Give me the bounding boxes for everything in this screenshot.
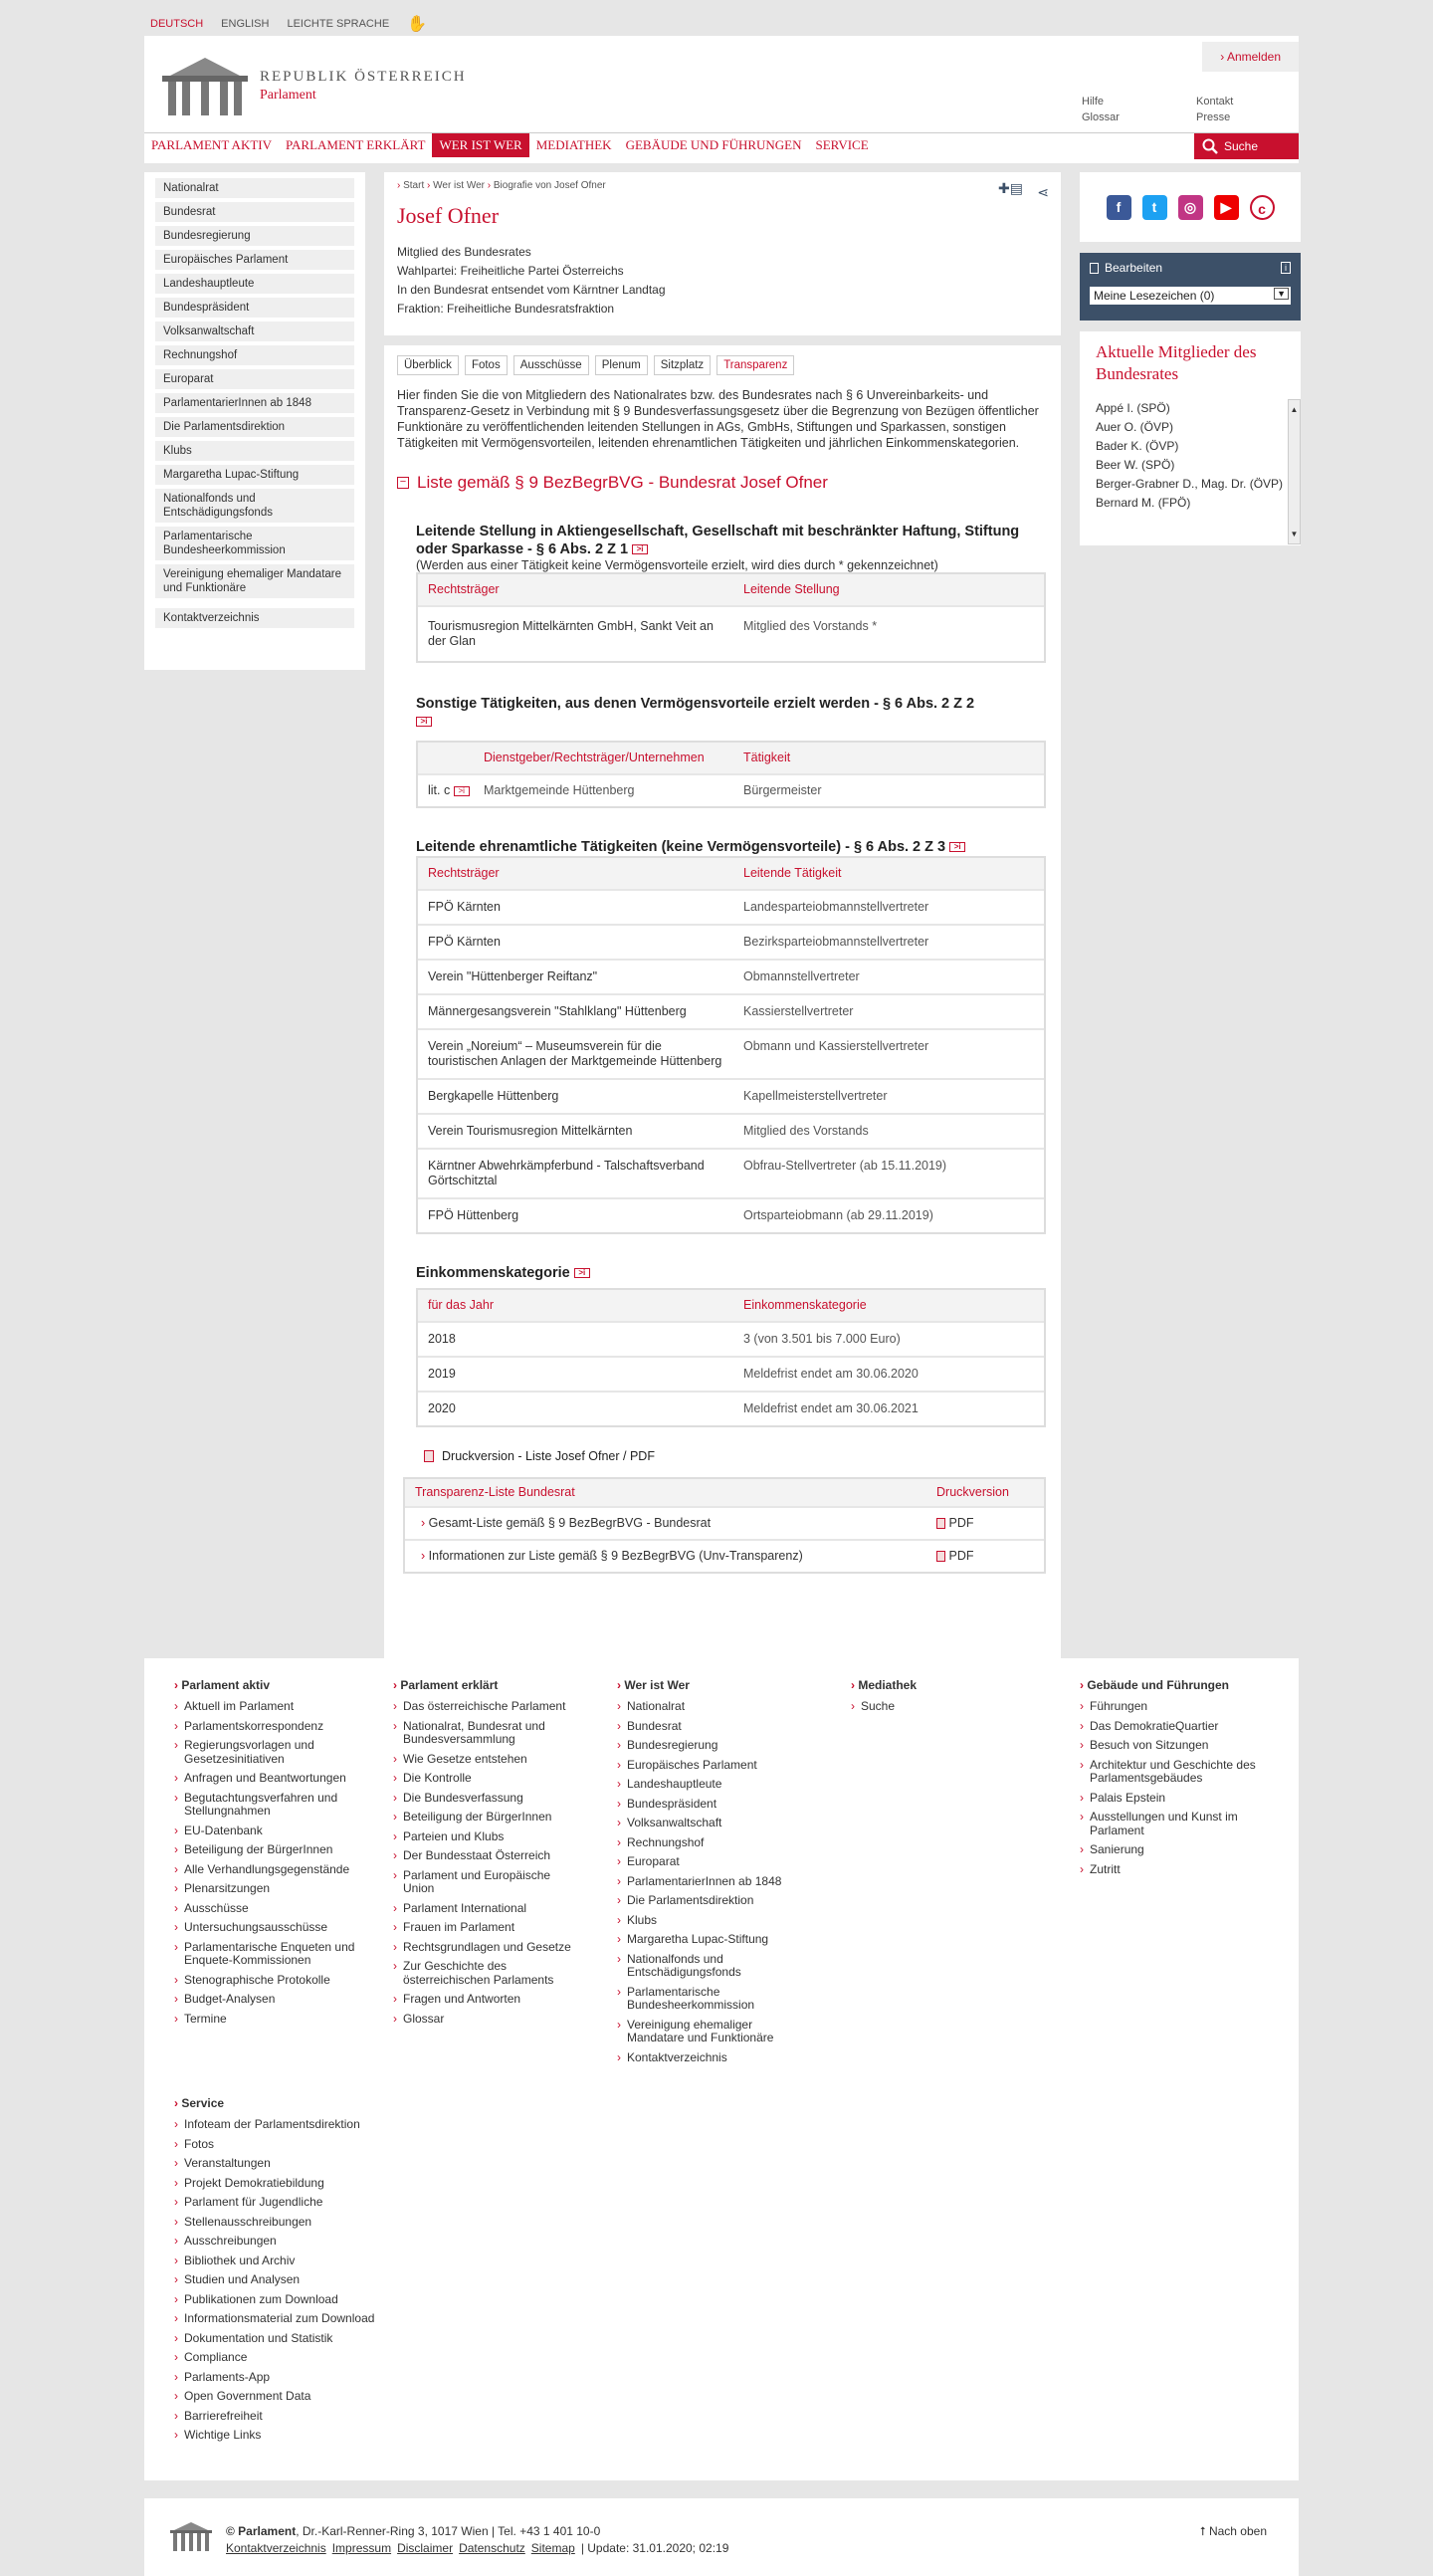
person-sent-by: In den Bundesrat entsendet vom Kärntner Landtag	[397, 283, 666, 297]
table-header: Rechtsträger Leitende Tätigkeit	[418, 858, 1044, 889]
footer-link[interactable]: › Die Parlamentsdirektion	[617, 1894, 796, 1908]
footer-link[interactable]: › Glossar	[393, 2013, 572, 2027]
nav-parlament-aktiv[interactable]: PARLAMENT AKTIV	[151, 136, 272, 152]
footer-link[interactable]: › Sanierung	[1080, 1843, 1279, 1857]
update-date: | Update: 31.01.2020; 02:19	[580, 2541, 729, 2555]
table-row: FPÖ Kärnten Bezirksparteiobmannstellvertreter	[418, 924, 1044, 959]
link-sitemap[interactable]: Sitemap	[530, 2541, 575, 2555]
footer-link[interactable]: › Führungen	[1080, 1700, 1279, 1714]
footer-link[interactable]: › Termine	[174, 2013, 373, 2027]
table-row: 2018 3 (von 3.501 bis 7.000 Euro)	[418, 1321, 1044, 1356]
pdf-link[interactable]: PDF	[948, 1549, 974, 1563]
person-faction: Fraktion: Freiheitliche Bundesratsfraktion	[397, 302, 615, 316]
bookmarks-select[interactable]: Meine Lesezeichen (0) ▼	[1090, 287, 1291, 305]
footer-col-wer-ist-wer	[617, 1678, 796, 2070]
table-row: 2019 Meldefrist endet am 30.06.2020	[418, 1356, 1044, 1391]
lang-leichte-sprache[interactable]: LEICHTE SPRACHE	[287, 18, 390, 30]
search-icon	[1202, 138, 1218, 154]
sidebar-item-parlamentarier[interactable]: ParlamentarierInnen ab 1848	[155, 393, 354, 413]
sidebar-item-eu-parlament[interactable]: Europäisches Parlament	[155, 250, 354, 270]
info-icon[interactable]: >i	[949, 842, 965, 852]
footer-link[interactable]: › Parlaments-App	[174, 2371, 433, 2385]
table-row: Tourismusregion Mittelkärnten GmbH, Sankt Veit an der Glan Mitglied des Vorstands *	[418, 605, 1044, 661]
footer-link[interactable]: › Parlamentskorrespondenz	[174, 1720, 373, 1734]
sidebar-item-nationalrat[interactable]: Nationalrat	[155, 178, 354, 198]
sidebar-item-europarat[interactable]: Europarat	[155, 369, 354, 389]
footer-link[interactable]: › Nationalrat	[617, 1700, 796, 1714]
footer-link[interactable]: › Compliance	[174, 2351, 433, 2365]
footer-link[interactable]: › Suche	[851, 1700, 1030, 1714]
footer-link[interactable]: › Europäisches Parlament	[617, 1759, 796, 1773]
transparency-section	[384, 345, 1061, 1793]
table-row: Kärntner Abwehrkämpferbund - Talschaftsverband Görtschitztal Obfrau-Stellvertreter (ab 15.11.2019)	[418, 1148, 1044, 1197]
footer-link[interactable]: › Rechtsgrundlagen und Gesetze	[393, 1941, 572, 1955]
nav-mediathek[interactable]: MEDIATHEK	[535, 136, 612, 152]
info-icon[interactable]: >i	[632, 544, 648, 554]
footer-link[interactable]: › ParlamentarierInnen ab 1848	[617, 1875, 796, 1889]
chevron-right-icon: ›	[1080, 1678, 1088, 1692]
footer-link[interactable]: › Wichtige Links	[174, 2429, 433, 2443]
footer-link[interactable]: › Das DemokratieQuartier	[1080, 1720, 1279, 1734]
sidebar-item-nationalfonds[interactable]: Nationalfonds und Entschädigungsfonds	[155, 489, 354, 523]
sidebar-item-parlamentsdirektion[interactable]: Die Parlamentsdirektion	[155, 417, 354, 437]
chevron-down-icon: ▼	[1274, 288, 1289, 300]
help-link[interactable]: Hilfe	[1082, 96, 1105, 107]
footer-link[interactable]: › Alle Verhandlungsgegenstände	[174, 1863, 373, 1877]
footer-link[interactable]: › Nationalfonds und Entschädigungsfonds	[617, 1953, 796, 1980]
sidebar-item-landeshauptleute[interactable]: Landeshauptleute	[155, 274, 354, 294]
footer-link[interactable]: › Frauen im Parlament	[393, 1921, 572, 1935]
breadcrumb: › Start › Wer ist Wer › Biografie von Josef Ofner	[397, 180, 606, 191]
footer-link[interactable]: › Anfragen und Beantwortungen	[174, 1772, 373, 1786]
ehrenamtliche-table	[416, 856, 1046, 1234]
search-button[interactable]	[1194, 133, 1299, 159]
table-header: für das Jahr Einkommenskategorie	[418, 1290, 1044, 1321]
youtube-icon[interactable]: ▶	[1214, 195, 1239, 220]
nav-gebaeude[interactable]: GEBÄUDE UND FÜHRUNGEN	[625, 136, 802, 152]
main-content	[384, 172, 1061, 1793]
footer-link[interactable]: › Palais Epstein	[1080, 1792, 1279, 1806]
flickr-icon[interactable]: c	[1250, 195, 1275, 220]
social-links	[1080, 172, 1301, 242]
help-links	[1082, 94, 1120, 125]
nav-wer-ist-wer[interactable]: WER IST WER	[432, 133, 528, 157]
footer-link[interactable]: › Stenographische Protokolle	[174, 1974, 373, 1988]
tab-bar	[397, 355, 1048, 375]
footer-col-mediathek	[851, 1678, 1030, 1720]
section-header[interactable]	[397, 473, 1048, 493]
leitende-stellung-note: (Werden aus einer Tätigkeit keine Vermögensvorteile erzielt, wird dies durch * gekennzeichnet)	[416, 558, 938, 572]
link-kontaktverzeichnis[interactable]: Kontaktverzeichnis	[226, 2541, 326, 2555]
footer-link[interactable]: › Klubs	[617, 1914, 796, 1928]
share-icon[interactable]: ⋖	[1037, 184, 1049, 200]
list-item[interactable]: Auer O. (ÖVP)	[1096, 420, 1174, 434]
footer-link[interactable]: › Bibliothek und Archiv	[174, 2254, 433, 2268]
footer-link[interactable]: › Die Kontrolle	[393, 1772, 572, 1786]
sidebar-item-bundesregierung[interactable]: Bundesregierung	[155, 226, 354, 246]
table-row: FPÖ Kärnten Landesparteiobmannstellvertreter	[418, 889, 1044, 924]
sidebar-item-bundespraesident[interactable]: Bundespräsident	[155, 298, 354, 318]
info-icon[interactable]: >i	[416, 717, 432, 727]
table-header: Dienstgeber/Rechtsträger/Unternehmen Tätigkeit	[418, 743, 1044, 773]
lang-deutsch[interactable]: DEUTSCH	[150, 18, 204, 30]
einkommen-table	[416, 1288, 1046, 1427]
list-item[interactable]: Bernard M. (FPÖ)	[1096, 496, 1191, 510]
footer-link[interactable]: › Bundespräsident	[617, 1798, 796, 1812]
footer-link[interactable]: › Parteien und Klubs	[393, 1830, 572, 1844]
logo-title: REPUBLIK ÖSTERREICH	[260, 68, 467, 85]
tab-transparenz[interactable]: Transparenz	[716, 355, 794, 375]
lang-english[interactable]: ENGLISH	[221, 18, 270, 30]
page-title: Josef Ofner	[397, 203, 500, 228]
pdf-link[interactable]: PDF	[948, 1516, 974, 1530]
footer-link[interactable]: › Barrierefreiheit	[174, 2410, 433, 2424]
bottom-links	[226, 2541, 728, 2555]
nav-service[interactable]: SERVICE	[815, 136, 869, 152]
footer-link[interactable]: › Projekt Demokratiebildung	[174, 2177, 433, 2191]
person-header	[384, 172, 1061, 335]
footer-link[interactable]: › Parlament International	[393, 1902, 572, 1916]
footer-link[interactable]: › Untersuchungsausschüsse	[174, 1921, 373, 1935]
info-icon[interactable]: >i	[454, 786, 470, 796]
footer-heading[interactable]: › Mediathek	[851, 1678, 918, 1692]
sidebar-item-klubs[interactable]: Klubs	[155, 441, 354, 461]
scrollbar[interactable]: ▲ ▼	[1288, 399, 1301, 544]
login-label: Anmelden	[1226, 50, 1281, 64]
breadcrumb-start[interactable]: Start	[403, 180, 425, 191]
sidebar-item-lupac-stiftung[interactable]: Margaretha Lupac-Stiftung	[155, 465, 354, 485]
collapse-icon[interactable]: −	[397, 477, 409, 489]
sign-language-icon[interactable]: ✋	[407, 16, 428, 33]
edit-icon	[1090, 263, 1099, 274]
person-details	[397, 243, 1048, 319]
table-row: Verein „Noreium“ – Museumsverein für die touristischen Anlagen der Marktgemeinde Hüttenberg Obmann und Kassierstellvertreter	[418, 1028, 1044, 1078]
person-role: Mitglied des Bundesrates	[397, 245, 531, 259]
footer-link[interactable]: › Ausstellungen und Kunst im Parlament	[1080, 1811, 1279, 1837]
list-item[interactable]: Appé I. (SPÖ)	[1096, 401, 1170, 415]
footer-link[interactable]: › Volksanwaltschaft	[617, 1817, 796, 1830]
footer-link[interactable]: › Nationalrat, Bundesrat und Bundesversammlung	[393, 1720, 572, 1747]
footer-link[interactable]: › EU-Datenbank	[174, 1825, 373, 1838]
edit-label: Bearbeiten	[1105, 261, 1163, 275]
pdf-icon	[936, 1551, 945, 1562]
footer-link[interactable]: › Besuch von Sitzungen	[1080, 1739, 1279, 1753]
sonstige-taetigkeiten-table	[416, 741, 1046, 808]
footer-link[interactable]: › Rechnungshof	[617, 1836, 796, 1850]
link-datenschutz[interactable]: Datenschutz	[459, 2541, 525, 2555]
footer-link[interactable]: › Architektur und Geschichte des Parlamentsgebäudes	[1080, 1759, 1279, 1786]
footer-link[interactable]: › Veranstaltungen	[174, 2157, 433, 2171]
table-row: 2020 Meldefrist endet am 30.06.2021	[418, 1391, 1044, 1425]
footer-heading[interactable]: › Gebäude und Führungen	[1080, 1678, 1230, 1692]
search-label: Suche	[1224, 139, 1259, 153]
sidebar-item-volksanwaltschaft[interactable]: Volksanwaltschaft	[155, 322, 354, 341]
footer-link[interactable]: › Open Government Data	[174, 2390, 433, 2404]
glossary-link[interactable]: Glossar	[1082, 111, 1120, 123]
info-icon[interactable]: i	[1281, 262, 1291, 274]
footer-link[interactable]: › Budget-Analysen	[174, 1993, 373, 2007]
sidebar-item-bundesrat[interactable]: Bundesrat	[155, 202, 354, 222]
facebook-icon[interactable]: f	[1107, 195, 1131, 220]
transparenz-liste-table	[403, 1477, 1046, 1574]
einkommen-block	[416, 1264, 1046, 1427]
table-row[interactable]: › Informationen zur Liste gemäß § 9 BezBegrBVG (Unv-Transparenz) PDF	[405, 1539, 1044, 1572]
footer-link[interactable]: › Bundesrat	[617, 1720, 796, 1734]
footer-heading[interactable]: › Wer ist Wer	[617, 1678, 690, 1692]
login-button[interactable]	[1202, 42, 1299, 72]
bottom-bar	[144, 2498, 1299, 2576]
footer-link[interactable]: › Landeshauptleute	[617, 1778, 796, 1792]
footer-link[interactable]: › Bundesregierung	[617, 1739, 796, 1753]
language-bar	[150, 14, 427, 34]
footer-link[interactable]: › Fragen und Antworten	[393, 1993, 572, 2007]
footer-link[interactable]: › Wie Gesetze entstehen	[393, 1753, 572, 1767]
link-impressum[interactable]: Impressum	[331, 2541, 392, 2555]
link-disclaimer[interactable]: Disclaimer	[397, 2541, 454, 2555]
parliament-logo-icon	[169, 2520, 213, 2552]
sidebar-nav	[144, 172, 365, 670]
footer-link[interactable]: › Ausschüsse	[174, 1902, 373, 1916]
pdf-icon	[424, 1450, 434, 1462]
footer-link[interactable]: › Beteiligung der BürgerInnen	[174, 1843, 373, 1857]
print-version-link[interactable]: Druckversion - Liste Josef Ofner / PDF	[424, 1449, 1048, 1463]
twitter-icon[interactable]: t	[1142, 195, 1167, 220]
list-item[interactable]: Berger-Grabner D., Mag. Dr. (ÖVP)	[1096, 477, 1284, 491]
leitende-stellung-title: Leitende Stellung in Aktiengesellschaft, Gesellschaft mit beschränkter Haftung, Stiftung oder Sparkasse - § 6 Abs. 2 Z 1 >i	[416, 524, 1020, 557]
chevron-right-icon: ›	[1220, 50, 1227, 64]
contact-link[interactable]: Kontakt	[1196, 96, 1234, 107]
footer-link[interactable]: › Zur Geschichte des österreichischen Parlaments	[393, 1960, 572, 1987]
list-item[interactable]: Bader K. (ÖVP)	[1096, 439, 1179, 453]
footer-link[interactable]: › Informationsmaterial zum Download	[174, 2312, 433, 2326]
pdf-icon	[936, 1518, 945, 1529]
footer-link[interactable]: › Parlament und Europäische Union	[393, 1869, 572, 1896]
person-party: Wahlpartei: Freiheitliche Partei Österreichs	[397, 264, 624, 278]
sidebar-item-vereinigung[interactable]: Vereinigung ehemaliger Mandatare und Funktionäre	[155, 564, 354, 598]
footer-link[interactable]: › Vereinigung ehemaliger Mandatare und Funktionäre	[617, 2019, 796, 2045]
intro-text: Hier finden Sie die von Mitgliedern des Nationalrates bzw. des Bundesrates nach § 6 Unvereinbarkeits- und Transparenz-Gesetz in Verbindung mit § 9 Bundesverfassungsgesetz über die Begrenzung von Bezügen öffentlicher Funktionäre zu veröffentlichenden leitenden Stellungen in AGs, GmbHs, Stiftungen und Sparkassen, sonstigen Tätigkeiten mit Vermögensvorteilen, leitenden ehrenamtlichen Tätigkeiten und jährlichen Einkommenskategorien.	[397, 388, 1039, 450]
edit-panel	[1080, 253, 1301, 321]
footer-col-service	[174, 2096, 433, 2449]
bottom-address: © Parlament, Dr.-Karl-Renner-Ring 3, 1017 Wien | Tel. +43 1 401 10-0	[226, 2524, 601, 2538]
chevron-right-icon: ›	[174, 2096, 182, 2110]
list-item[interactable]: Beer W. (SPÖ)	[1096, 458, 1175, 472]
tab-fotos[interactable]: Fotos	[465, 355, 508, 375]
footer-link[interactable]: › Ausschreibungen	[174, 2235, 433, 2249]
footer-link[interactable]: › Plenarsitzungen	[174, 1882, 373, 1896]
footer-col-parlament-erklaert	[393, 1678, 572, 2032]
table-row: Männergesangsverein "Stahlklang" Hüttenberg Kassierstellvertreter	[418, 993, 1044, 1028]
footer-link[interactable]: › Parlament für Jugendliche	[174, 2196, 433, 2210]
sidebar-item-rechnungshof[interactable]: Rechnungshof	[155, 345, 354, 365]
footer-link[interactable]: › Publikationen zum Download	[174, 2293, 433, 2307]
members-panel	[1080, 331, 1301, 545]
footer-link[interactable]: › Begutachtungsverfahren und Stellungnahmen	[174, 1792, 373, 1819]
members-title: Aktuelle Mitglieder des Bundesrates	[1096, 342, 1257, 383]
tab-ausschuesse[interactable]: Ausschüsse	[513, 355, 589, 375]
table-row: Verein "Hüttenberger Reiftanz" Obmannstellvertreter	[418, 959, 1044, 993]
table-row: lit. c >i Marktgemeinde Hüttenberg Bürgermeister	[418, 773, 1044, 806]
sidebar-item-kontaktverzeichnis[interactable]: Kontaktverzeichnis	[155, 608, 354, 628]
logo-subtitle: Parlament	[260, 87, 316, 103]
footer-link[interactable]: › Infoteam der Parlamentsdirektion	[174, 2118, 433, 2132]
footer-heading[interactable]: › Parlament aktiv	[174, 1678, 271, 1692]
tab-sitzplatz[interactable]: Sitzplatz	[654, 355, 711, 375]
info-icon[interactable]: >i	[574, 1268, 590, 1278]
section-title: Liste gemäß § 9 BezBegrBVG - Bundesrat Josef Ofner	[417, 473, 828, 492]
members-list	[1080, 395, 1301, 544]
footer-link[interactable]: › Regierungsvorlagen und Gesetzesinitiativen	[174, 1739, 373, 1766]
footer-link[interactable]: › Europarat	[617, 1855, 796, 1869]
footer-link[interactable]: › Stellenausschreibungen	[174, 2216, 433, 2230]
chevron-right-icon: ›	[851, 1678, 859, 1692]
table-row: FPÖ Hüttenberg Ortsparteiobmann (ab 29.11.2019)	[418, 1197, 1044, 1232]
table-header: Transparenz-Liste Bundesrat Druckversion	[405, 1479, 1044, 1506]
leitende-stellung-block	[416, 523, 1046, 663]
footer-heading[interactable]: › Service	[174, 2096, 225, 2110]
breadcrumb-current: Biografie von Josef Ofner	[493, 180, 606, 191]
chevron-right-icon: ›	[174, 1678, 182, 1692]
back-to-top-link[interactable]: ⭡ Nach oben	[1199, 2524, 1267, 2538]
tab-plenum[interactable]: Plenum	[595, 355, 648, 375]
footer-link[interactable]: › Parlamentarische Bundesheerkommission	[617, 1986, 796, 2013]
footer-link[interactable]: › Zutritt	[1080, 1863, 1279, 1877]
bookmark-add-icon[interactable]: ✚▤	[998, 180, 1023, 196]
footer-col-parlament-aktiv	[174, 1678, 373, 2032]
ehrenamtliche-taetigkeiten-block	[416, 838, 1046, 1234]
leitende-stellung-table	[416, 572, 1046, 663]
footer-link[interactable]: › Aktuell im Parlament	[174, 1700, 373, 1714]
footer-heading[interactable]: › Parlament erklärt	[393, 1678, 499, 1692]
sidebar-item-bundesheerkommission[interactable]: Parlamentarische Bundesheerkommission	[155, 527, 354, 560]
header	[144, 36, 1299, 163]
tab-ueberblick[interactable]: Überblick	[397, 355, 459, 375]
footer-link[interactable]: › Parlamentarische Enqueten und Enquete-Kommissionen	[174, 1941, 373, 1968]
table-row: Bergkapelle Hüttenberg Kapellmeisterstellvertreter	[418, 1078, 1044, 1113]
ehrenamtliche-taetigkeiten-title: Leitende ehrenamtliche Tätigkeiten (keine Vermögensvorteile) - § 6 Abs. 2 Z 3 >i	[416, 838, 1046, 856]
footer-link[interactable]: › Fotos	[174, 2138, 433, 2152]
arrow-up-icon: ⭡	[1199, 2524, 1209, 2538]
footer-link[interactable]: › Beteiligung der BürgerInnen	[393, 1811, 572, 1825]
main-nav	[144, 132, 1299, 156]
chevron-right-icon: ›	[393, 1678, 401, 1692]
instagram-icon[interactable]: ◎	[1178, 195, 1203, 220]
footer-link[interactable]: › Das österreichische Parlament	[393, 1700, 572, 1714]
breadcrumb-wer-ist-wer[interactable]: Wer ist Wer	[433, 180, 485, 191]
footer	[144, 1658, 1299, 2480]
sonstige-taetigkeiten-title: Sonstige Tätigkeiten, aus denen Vermögensvorteile erzielt werden - § 6 Abs. 2 Z 2 >i	[416, 696, 975, 727]
org-name: © Parlament	[226, 2524, 297, 2538]
nav-parlament-erklaert[interactable]: PARLAMENT ERKLÄRT	[286, 136, 426, 152]
einkommen-title: Einkommenskategorie >i	[416, 1264, 1046, 1282]
contact-links	[1196, 94, 1233, 125]
press-link[interactable]: Presse	[1196, 111, 1231, 123]
footer-col-gebaeude	[1080, 1678, 1279, 1882]
parliament-logo-icon	[160, 54, 250, 117]
table-header: Rechtsträger Leitende Stellung	[418, 574, 1044, 605]
chevron-right-icon: ›	[617, 1678, 625, 1692]
footer-link[interactable]: › Margaretha Lupac-Stiftung	[617, 1933, 796, 1947]
footer-link[interactable]: › Die Bundesverfassung	[393, 1792, 572, 1806]
sonstige-taetigkeiten-block	[416, 695, 1046, 808]
logo[interactable]	[160, 54, 467, 117]
footer-link[interactable]: › Der Bundesstaat Österreich	[393, 1849, 572, 1863]
table-row: Verein Tourismusregion Mittelkärnten Mitglied des Vorstands	[418, 1113, 1044, 1148]
footer-link[interactable]: › Studien und Analysen	[174, 2273, 433, 2287]
edit-header[interactable]	[1080, 253, 1301, 283]
table-row[interactable]: › Gesamt-Liste gemäß § 9 BezBegrBVG - Bundesrat PDF	[405, 1506, 1044, 1539]
footer-link[interactable]: › Kontaktverzeichnis	[617, 2051, 796, 2065]
footer-link[interactable]: › Dokumentation und Statistik	[174, 2332, 433, 2346]
